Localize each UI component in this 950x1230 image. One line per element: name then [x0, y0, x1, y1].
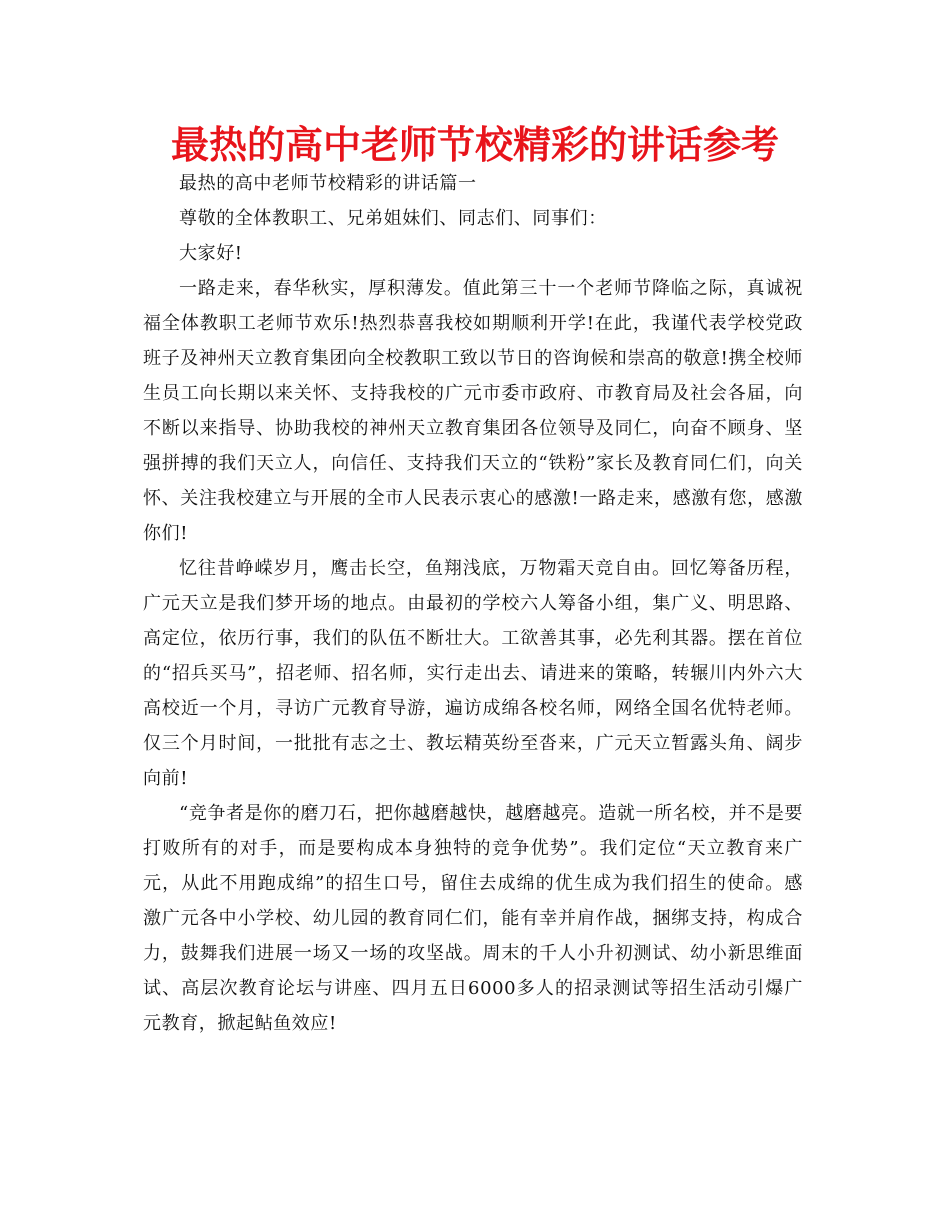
document-title: 最热的高中老师节校精彩的讲话参考: [170, 123, 779, 167]
body-paragraph: 一路走来，春华秋实，厚积薄发。值此第三十一个老师节降临之际，真诚祝福全体教职工老师节欢乐!热烈恭喜我校如期顺利开学!在此，我谨代表学校党政班子及神州天立教育集团向全校教职工致以节日的咨询候和崇高的敬意!携全校师生员工向长期以来关怀、支持我校的广元市委市政府、市教育局及社会各届，向不断以来指导、协助我校的神州天立教育集团各位领导及同仁，向奋不顾身、坚强拼搏的我们天立人，向信任、支持我们天立的“铁粉”家长及教育同仁们，向关怀、关注我校建立与开展的全市人民表示衷心的感激!一路走来，感激有您，感激你们!: [143, 278, 803, 544]
salutation: 尊敬的全体教职工、兄弟姐妹们、同志们、同事们：: [179, 208, 607, 229]
body-paragraph: “竞争者是你的磨刀石，把你越磨越快，越磨越亮。造就一所名校，并不是要打败所有的对手，而是要构成本身独特的竞争优势”。我们定位“天立教育来广元，从此不用跑成绵”的招生口号，留住去成绵的优生成为我们招生的使命。感激广元各中小学校、幼儿园的教育同仁们，能有幸并肩作战，捆绑支持，构成合力，鼓舞我们进展一场又一场的攻坚战。周末的千人小升初测试、幼小新思维面试、高层次教育论坛与讲座、四月五日6000多人的招录测试等招生活动引爆广元教育，掀起鲇鱼效应!: [143, 803, 803, 1034]
section-heading: 最热的高中老师节校精彩的讲话篇一: [179, 173, 477, 194]
greeting: 大家好!: [179, 243, 243, 264]
document-body: [143, 166, 803, 1041]
body-paragraph: 忆往昔峥嵘岁月，鹰击长空，鱼翔浅底，万物霜天竞自由。回忆筹备历程，广元天立是我们梦开场的地点。由最初的学校六人筹备小组，集广义、明思路、高定位，依历行事，我们的队伍不断壮大。工欲善其事，必先利其器。摆在首位的“招兵买马”，招老师、招名师，实行走出去、请进来的策略，转辗川内外六大高校近一个月，寻访广元教育导游，遍访成绵各校名师，网络全国名优特老师。仅三个月时间，一批批有志之士、教坛精英纷至沓来，广元天立暂露头角、阔步向前!: [143, 558, 803, 789]
